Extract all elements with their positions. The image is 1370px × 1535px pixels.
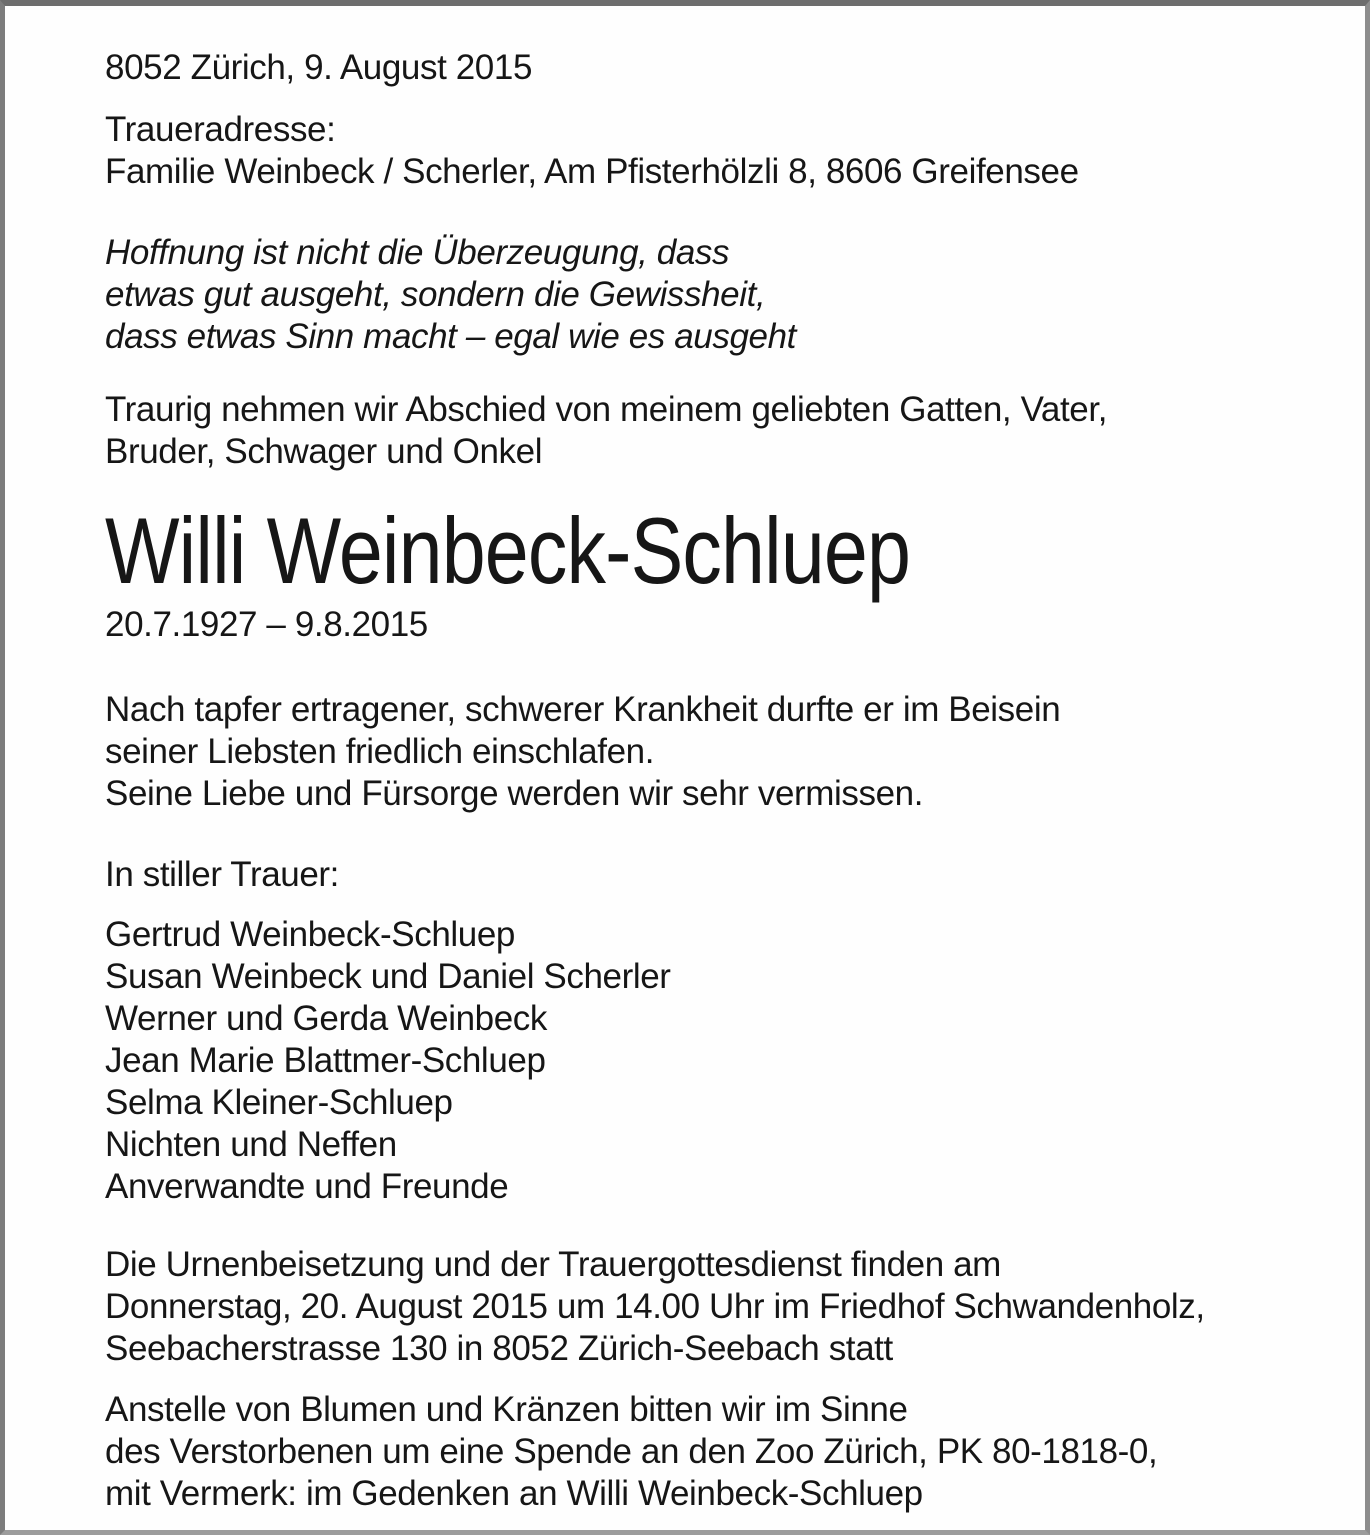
quote-line: dass etwas Sinn macht – egal wie es ausgeht [105, 317, 796, 356]
mourner-item: Werner und Gerda Weinbeck [105, 999, 547, 1038]
memorial-quote [105, 232, 1325, 358]
announcement-intro [105, 389, 1325, 473]
intro-line: Traurig nehmen wir Abschied von meinem geliebten Gatten, Vater, [105, 390, 1108, 429]
passing-line: Seine Liebe und Fürsorge werden wir sehr vermissen. [105, 774, 924, 813]
mourner-item: Anverwandte und Freunde [105, 1167, 509, 1206]
quote-line: etwas gut ausgeht, sondern die Gewissheit, [105, 275, 766, 314]
mourning-address-label: Traueradresse: [105, 110, 336, 149]
mourning-address-block [105, 109, 1325, 193]
quote-line: Hoffnung ist nicht die Überzeugung, dass [105, 233, 730, 272]
mourner-item: Gertrud Weinbeck-Schluep [105, 915, 515, 954]
mourning-label: In stiller Trauer: [105, 855, 339, 894]
deceased-name: Willi Weinbeck-Schluep [105, 498, 911, 603]
funeral-line: Seebacherstrasse 130 in 8052 Zürich-Seebach statt [105, 1329, 893, 1368]
funeral-details [105, 1244, 1325, 1370]
mourner-item: Selma Kleiner-Schluep [105, 1083, 453, 1122]
life-dates: 20.7.1927 – 9.8.2015 [105, 605, 428, 644]
mourning-address: Familie Weinbeck / Scherler, Am Pfisterhölzli 8, 8606 Greifensee [105, 152, 1079, 191]
mourner-item: Jean Marie Blattmer-Schluep [105, 1041, 546, 1080]
dateline: 8052 Zürich, 9. August 2015 [105, 48, 533, 87]
donation-line: des Verstorbenen um eine Spende an den Zoo Zürich, PK 80-1818-0, [105, 1432, 1158, 1471]
passing-line: seiner Liebsten friedlich einschlafen. [105, 732, 655, 771]
passing-description [105, 689, 1325, 815]
intro-line: Bruder, Schwager und Onkel [105, 432, 543, 471]
mourner-item: Susan Weinbeck und Daniel Scherler [105, 957, 671, 996]
donation-request [105, 1389, 1325, 1515]
mourner-item: Nichten und Neffen [105, 1125, 397, 1164]
funeral-line: Donnerstag, 20. August 2015 um 14.00 Uhr im Friedhof Schwandenholz, [105, 1287, 1205, 1326]
funeral-line: Die Urnenbeisetzung und der Trauergottesdienst finden am [105, 1245, 1001, 1284]
donation-line: Anstelle von Blumen und Kränzen bitten wir im Sinne [105, 1390, 908, 1429]
mourners-list [105, 914, 1325, 1208]
donation-line: mit Vermerk: im Gedenken an Willi Weinbeck-Schluep [105, 1474, 923, 1513]
passing-line: Nach tapfer ertragener, schwerer Krankheit durfte er im Beisein [105, 690, 1061, 729]
